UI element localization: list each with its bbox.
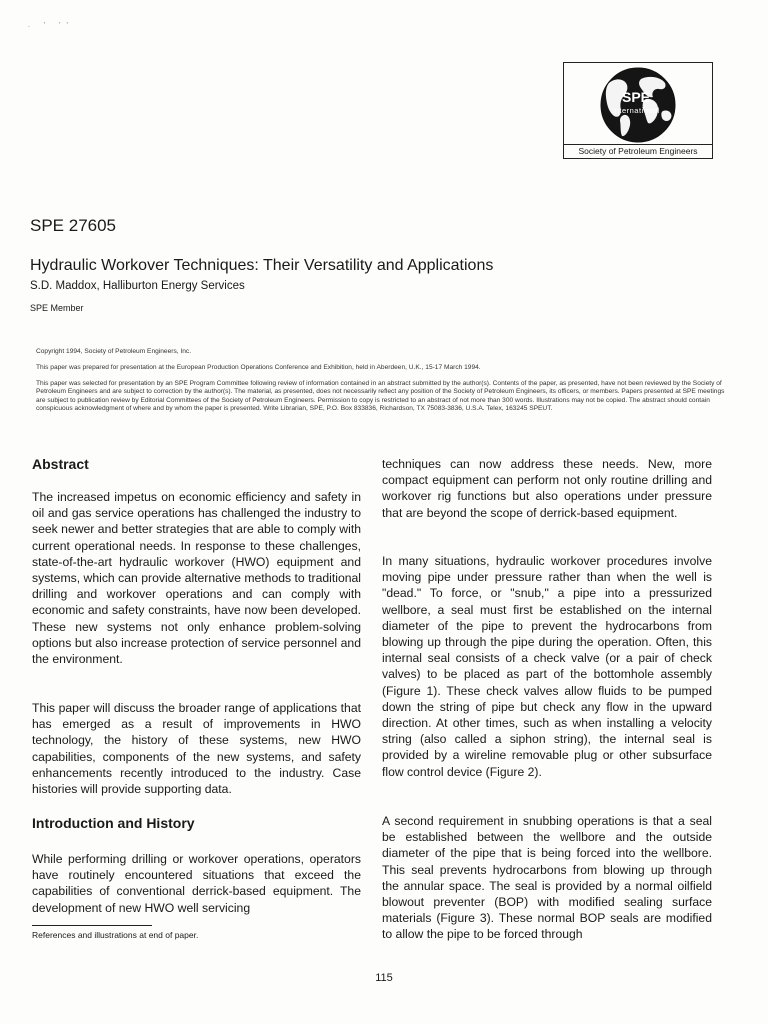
intro-heading: Introduction and History — [32, 815, 195, 831]
spe-logo — [563, 62, 713, 159]
page-number: 115 — [375, 972, 393, 984]
scan-specks: . ' '' — [28, 22, 74, 29]
logo-brand: SPE — [621, 89, 650, 105]
presentation-notice: This paper was prepared for presentation at the European Production Operations Conference and Exhibition, held in Aberdeen, U.K., 15-17 March 1994. — [36, 364, 481, 371]
body-paragraph-3: A second requirement in snubbing operations is that a seal be established between the wellbore and the outside diameter of the pipe that is being forced into the wellbore. This seal prevents hydrocarbons from blowing up through the annular space. The seal is provided by a normal oilfield blowout preventer (BOP) with modified sealing surface materials (Figure 3). These normal BOP seals are modified to allow the pipe to be forced through — [382, 814, 712, 942]
copyright-notice: Copyright 1994, Society of Petroleum Engineers, Inc. — [36, 348, 192, 355]
globe-icon — [569, 67, 707, 143]
paper-number: SPE 27605 — [30, 216, 117, 235]
footnote-divider — [32, 925, 152, 926]
paper-authors: S.D. Maddox, Halliburton Energy Services — [30, 280, 245, 292]
footnote: References and illustrations at end of paper. — [32, 930, 199, 940]
selection-notice: This paper was selected for presentation by an SPE Program Committee following review of information contained in an abstract submitted by the author(s). Contents of the paper, as presented, have not been reviewed by the Society of Petroleum Engineers and are subject to correction by the author(s). The material, as presented, does not necessarily reflect any position of the Society of Petroleum Engineers, its officers, or members. Papers presented at SPE meetings are subject to publication review by Editorial Committees of the Society of Petroleum Engineers. Permission to copy is restricted to an abstract of not more than 300 words. Illustrations may not be copied. The abstract should contain conspicuous acknowledgment of where and by whom the paper is presented. Write Librarian, SPE, P.O. Box 833836, Richardson, TX 75083-3836, U.S.A. Telex, 163245 SPEUT. — [36, 380, 725, 413]
membership-note: SPE Member — [30, 303, 84, 313]
abstract-paragraph-2: This paper will discuss the broader range of applications that has emerged as a result of improvements in HWO technology, the history of these systems, new HWO capabilities, components of the new systems, and safety enhancements recently introduced to the industry. Case histories will provide supporting data. — [32, 701, 361, 797]
abstract-paragraph-1: The increased impetus on economic efficiency and safety in oil and gas service operations has challenged the industry to seek newer and better strategies that are able to comply with current operational needs. In response to these challenges, state-of-the-art hydraulic workover (HWO) equipment and systems, which can provide alternative methods to traditional drilling and workover operations and can comply with economic and safety constraints, have now been developed. These new systems not only enhance problem-solving options but also increase protection of service personnel and the environment. — [32, 490, 361, 667]
body-paragraph-2: In many situations, hydraulic workover procedures involve moving pipe under pressure rather than when the well is "dead." To force, or "snub," a pipe into a pressurized wellbore, a seal must first be established on the internal diameter of the pipe to prevent the hydrocarbons from blowing up through the pipe during the operation. Often, this internal seal consists of a check valve (or a pair of check valves) to be placed as part of the bottomhole assembly (Figure 1). These check valves allow fluids to be pumped down the string of pipe but check any flow in the upward direction. At other times, such as when installing a velocity string (also called a siphon string), the internal seal is provided by a wireline removable plug or other subsurface flow control device (Figure 2). — [382, 554, 712, 779]
logo-caption: Society of Petroleum Engineers — [564, 144, 712, 158]
intro-paragraph-1: While performing drilling or workover operations, operators have routinely encountered situations that exceed the capabilities of conventional derrick-based equipment. The development of new HWO well servicing — [32, 852, 361, 915]
logo-subtitle: International — [612, 106, 660, 115]
abstract-heading: Abstract — [32, 456, 89, 472]
paper-title: Hydraulic Workover Techniques: Their Versatility and Applications — [30, 257, 494, 274]
body-paragraph-1: techniques can now address these needs. New, more compact equipment can perform not only routine drilling and workover rig functions but also operations under pressure that are beyond the scope of derrick-based equipment. — [382, 457, 712, 520]
